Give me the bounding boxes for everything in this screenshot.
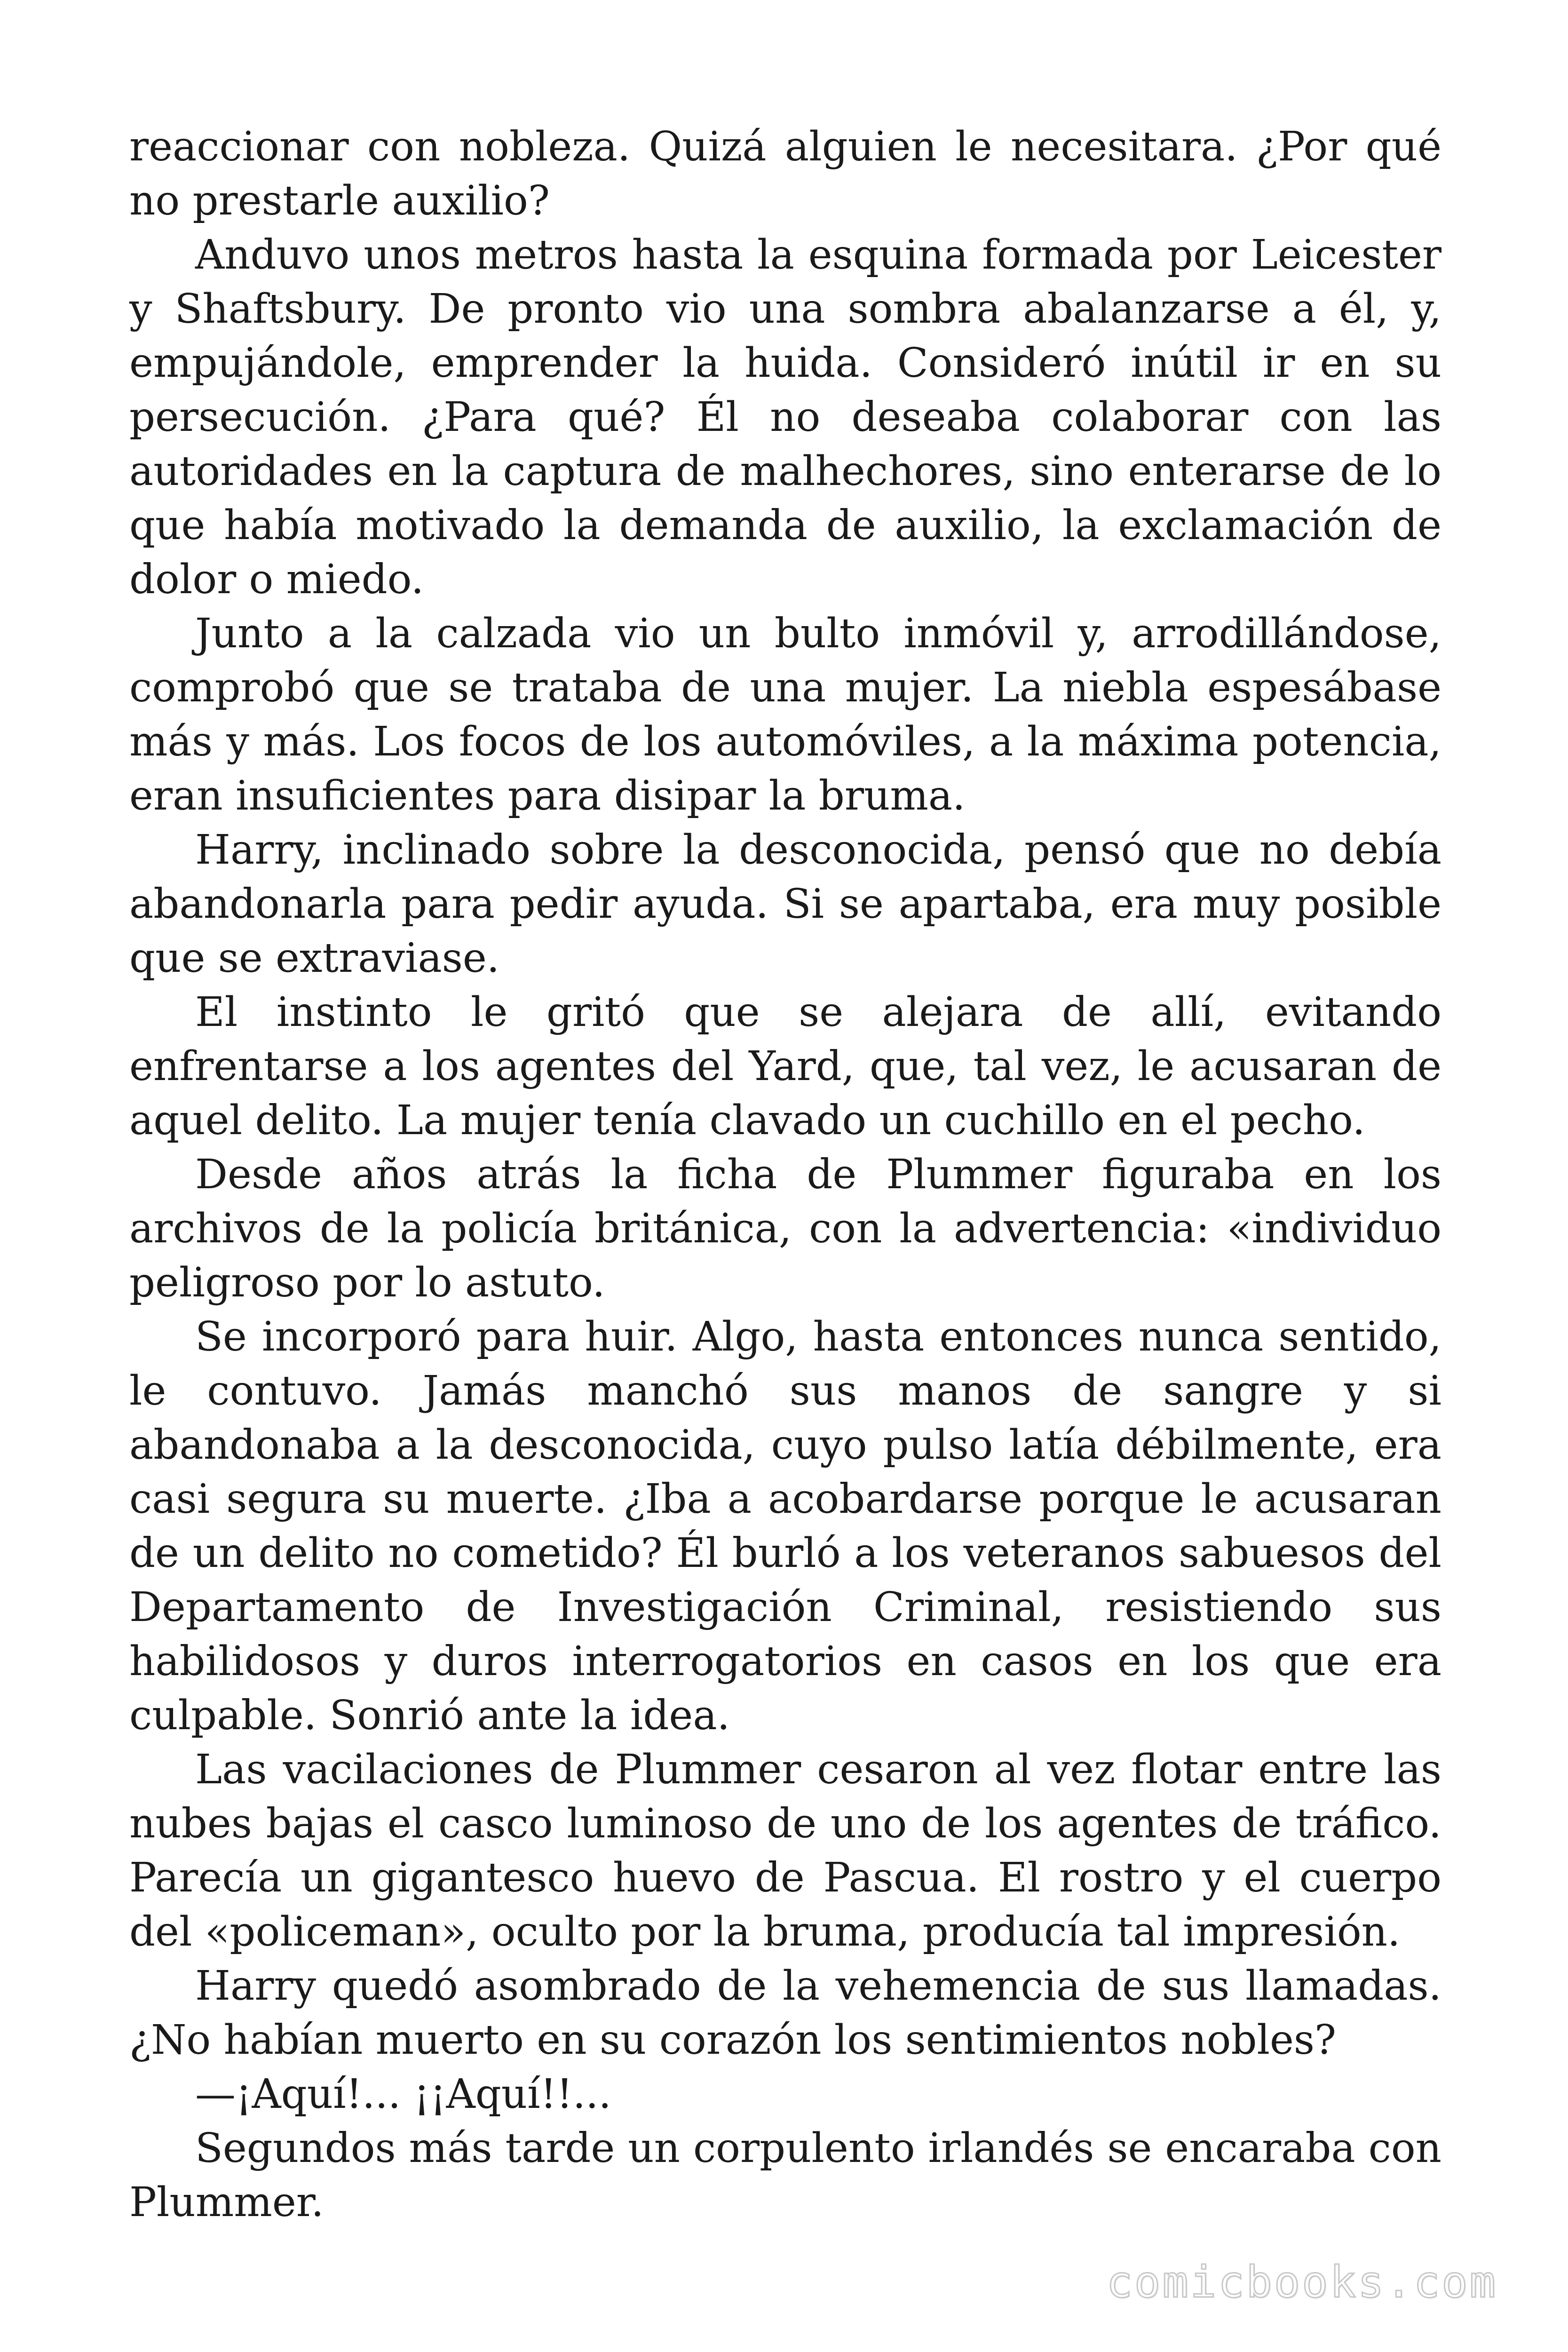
page-body [129,120,1441,2230]
paragraph: Las vacilaciones de Plummer cesaron al vez flotar entre las nubes bajas el casco luminoso de uno de los agentes de tráfico. Parecía un gigantesco huevo de Pascua. El rostro y el cuerpo del «policeman», oculto por la bruma, producía tal impresión. [129,1746,1441,1955]
paragraph: Harry quedó asombrado de la vehemencia de sus llamadas. ¿No habían muerto en su corazón los sentimientos nobles? [129,1963,1441,2064]
paragraph: reaccionar con nobleza. Quizá alguien le necesitara. ¿Por qué no prestarle auxilio? [129,123,1441,224]
paragraph: Desde años atrás la ficha de Plummer figuraba en los archivos de la policía británica, con la advertencia: «individuo peligroso por lo astuto. [129,1151,1441,1306]
paragraph: Segundos más tarde un corpulento irlandés se encaraba con Plummer. [129,2125,1441,2226]
paragraph: Junto a la calzada vio un bulto inmóvil y, arrodillándose, comprobó que se trataba de una mujer. La niebla espesábase más y más. Los focos de los automóviles, a la máxima potencia, eran insuficientes para disipar la bruma. [129,610,1441,819]
paragraph: El instinto le gritó que se alejara de allí, evitando enfrentarse a los agentes del Yard, que, tal vez, le acusaran de aquel delito. La mujer tenía clavado un cuchillo en el pecho. [129,989,1441,1144]
watermark: comicbooks.com [1106,2257,1497,2307]
dialogue-line: —¡Aquí!... ¡¡Aquí!!... [195,2071,611,2118]
paragraph: Anduvo unos metros hasta la esquina formada por Leicester y Shaftsbury. De pronto vio una sombra abalanzarse a él, y, empujándole, emprender la huida. Consideró inútil ir en su persecución. ¿Para qué? Él no deseaba colaborar con las autoridades en la captura de malhechores, sino enterarse de lo que había motivado la demanda de auxilio, la exclamación de dolor o miedo. [129,231,1441,603]
paragraph: Se incorporó para huir. Algo, hasta entonces nunca sentido, le contuvo. Jamás manchó sus manos de sangre y si abandonaba a la desconocida, cuyo pulso latía débilmente, era casi segura su muerte. ¿Iba a acobardarse porque le acusaran de un delito no cometido? Él burló a los veteranos sabuesos del Departamento de Investigación Criminal, resistiendo sus habilidosos y duros interrogatorios en casos en los que era culpable. Sonrió ante la idea. [129,1313,1441,1739]
paragraph: Harry, inclinado sobre la desconocida, pensó que no debía abandonarla para pedir ayuda. Si se apartaba, era muy posible que se extraviase. [129,826,1441,982]
